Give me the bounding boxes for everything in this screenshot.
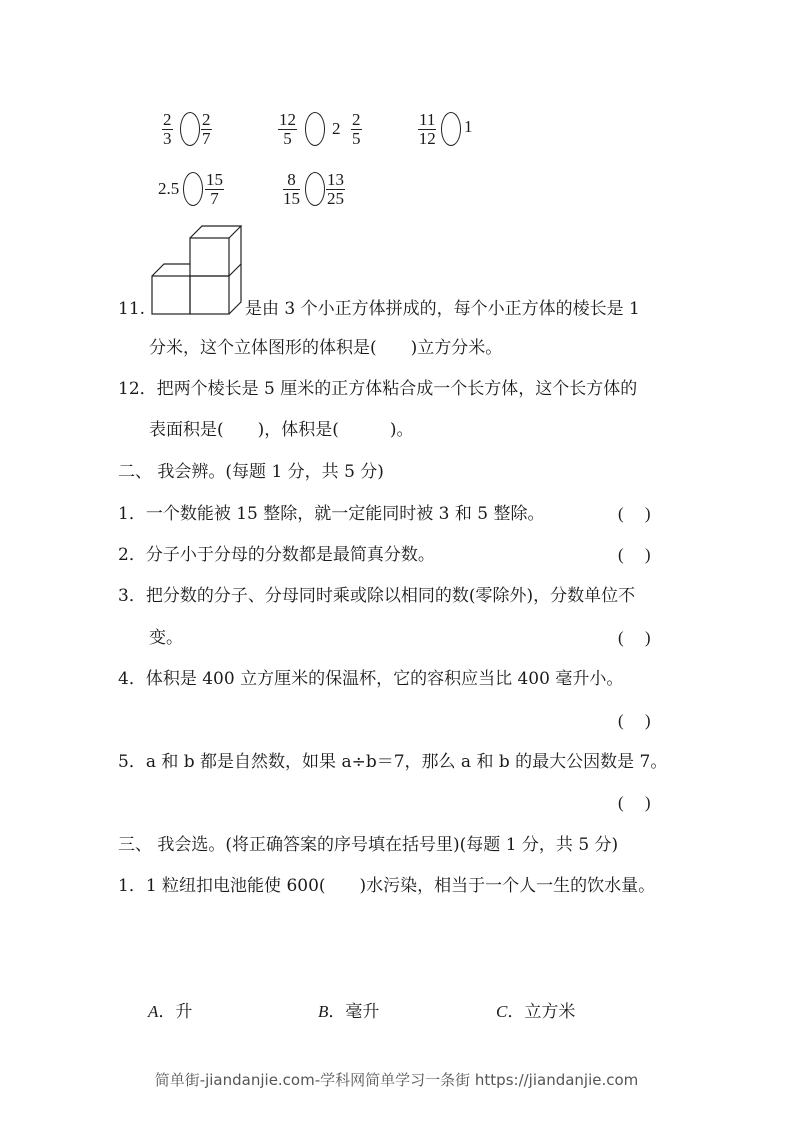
q12-line1: 12．把两个棱长是 5 厘米的正方体粘合成一个长方体，这个长方体的 [118,379,638,399]
answer-paren[interactable]: ( ) [618,628,651,647]
fraction: $\frac{2}{3}$ [163,110,172,148]
compare-oval[interactable] [183,172,203,206]
answer-paren[interactable]: ( ) [618,504,651,523]
fraction: $\frac{12}{5}$ [279,110,296,148]
fraction: $\frac{2}{5}$ [352,110,361,148]
judge-item-2: 2．分子小于分母的分数都是最简真分数。 [118,545,435,565]
q12-line2: 表面积是( )，体积是( )。 [149,420,414,440]
compare-oval[interactable] [441,112,461,146]
choice-question-1: 1．1 粒纽扣电池能使 600( )水污染，相当于一个人一生的饮水量。 [118,876,656,896]
q11-line1: 是由 3 个小正方体拼成的，每个小正方体的棱长是 1 [245,299,640,319]
option-a[interactable]: A．升 [148,1002,193,1022]
cube-figure-icon [148,222,244,318]
compare-oval[interactable] [180,112,200,146]
section3-heading: 三、 我会选。(将正确答案的序号填在括号里)(每题 1 分，共 5 分) [118,835,619,855]
fraction: $\frac{15}{7}$ [206,170,223,208]
section2-heading: 二、 我会辨。(每题 1 分，共 5 分) [118,462,384,482]
option-b[interactable]: B．毫升 [318,1002,380,1022]
judge-item-3: 3．把分数的分子、分母同时乘或除以相同的数(零除外)，分数单位不 [118,586,636,606]
answer-paren[interactable]: ( ) [618,545,651,564]
fraction: $\frac{8}{15}$ [283,170,300,208]
fraction: $\frac{2}{7}$ [202,110,211,148]
answer-paren[interactable]: ( ) [618,793,651,812]
judge-item-5: 5．a 和 b 都是自然数，如果 a÷b＝7，那么 a 和 b 的最大公因数是 7。 [118,752,668,772]
footer-watermark: 简单街-jiandanjie.com-学科网简单学习一条街 https://jiandanjie.com [154,1071,639,1089]
judge-item-3-cont: 变。 [149,628,183,648]
q11-line2: 分米，这个立体图形的体积是( )立方分米。 [149,338,503,358]
answer-paren[interactable]: ( ) [618,711,651,730]
compare-oval[interactable] [305,172,325,206]
option-c[interactable]: C．立方米 [496,1002,576,1022]
fraction: $\frac{11}{12}$ [418,110,436,148]
judge-item-1: 1．一个数能被 15 整除，就一定能同时被 3 和 5 整除。 [118,504,545,524]
judge-item-4: 4．体积是 400 立方厘米的保温杯，它的容积应当比 400 毫升小。 [118,669,624,689]
q11-number: 11. [118,299,146,319]
fraction: $\frac{13}{25}$ [327,170,344,208]
compare-oval[interactable] [305,112,325,146]
